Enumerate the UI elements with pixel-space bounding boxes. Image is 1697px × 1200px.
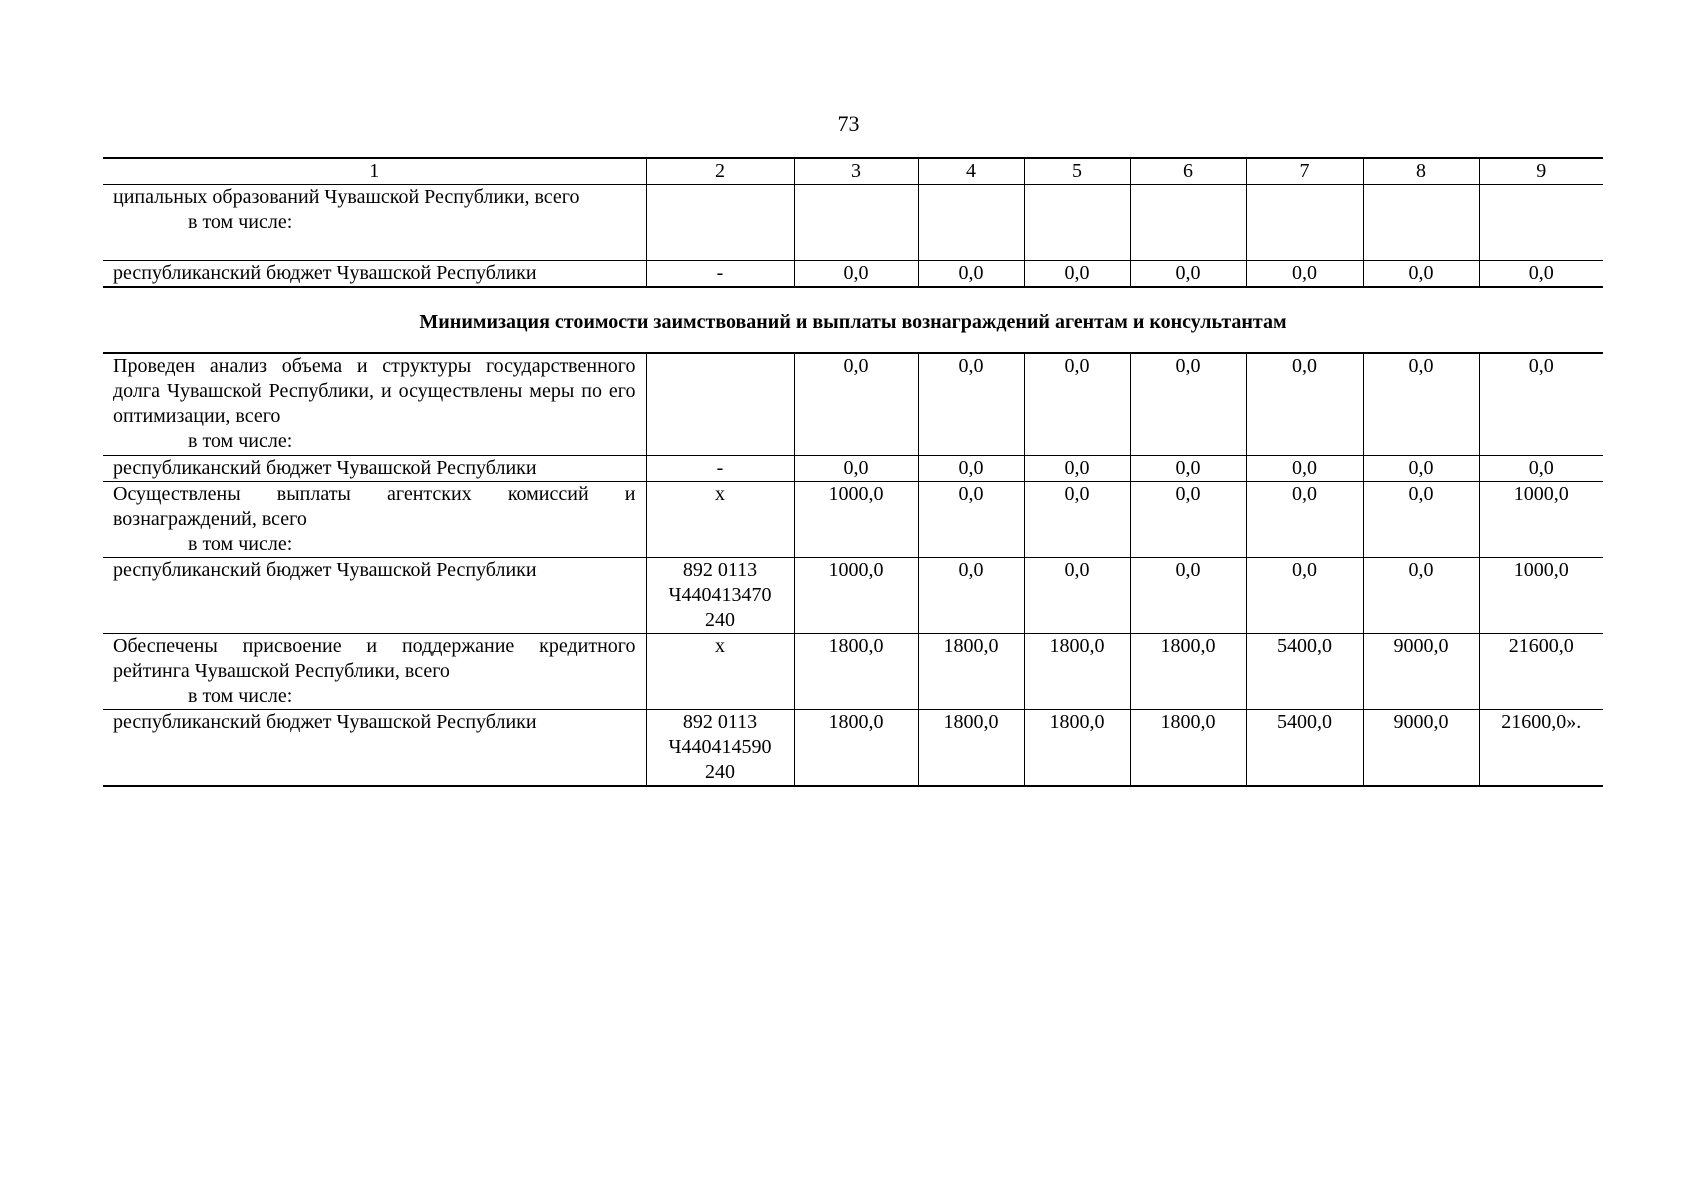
row-description-text: Обеспечены присвоение и поддержание кредитного рейтинга Чувашской Республики, всего (113, 634, 636, 682)
value-cell: 0,0 (1024, 481, 1130, 557)
table-row (103, 185, 1603, 261)
value-cell: 0,0 (1246, 261, 1363, 288)
budget-code-cell (646, 185, 794, 261)
budget-code-cell (646, 353, 794, 455)
value-cell: 0,0 (794, 261, 918, 288)
budget-code-cell (646, 557, 794, 633)
value-cell: 5400,0 (1246, 633, 1363, 709)
value-cell: 0,0 (1363, 455, 1479, 481)
table-row (103, 455, 1603, 481)
value-cell: 0,0 (1024, 455, 1130, 481)
budget-code-line: 892 0113 (682, 710, 758, 733)
value-cell: 0,0 (918, 353, 1024, 455)
row-description (103, 633, 646, 709)
value-cell: 0,0 (794, 353, 918, 455)
value-cell (1024, 185, 1130, 261)
col-header: 6 (1130, 158, 1246, 185)
value-cell: 0,0 (1024, 353, 1130, 455)
value-cell: 9000,0 (1363, 709, 1479, 786)
col-header: 3 (794, 158, 918, 185)
value-cell: 0,0 (1479, 353, 1603, 455)
table-row (103, 633, 1603, 709)
value-cell: 1800,0 (1024, 709, 1130, 786)
budget-code-cell: x (646, 481, 794, 557)
value-cell: 0,0 (1130, 557, 1246, 633)
row-description: республиканский бюджет Чувашской Республики (103, 709, 646, 786)
value-cell: 0,0 (918, 261, 1024, 288)
value-cell (918, 185, 1024, 261)
value-cell (1246, 185, 1363, 261)
row-description: республиканский бюджет Чувашской Республики (103, 455, 646, 481)
row-description-text: Проведен анализ объема и структуры государственного долга Чувашской Республики, и осуществлены меры по его оптимизации, всего (113, 355, 636, 427)
table-row (103, 557, 1603, 633)
value-cell: 9000,0 (1363, 633, 1479, 709)
row-description: республиканский бюджет Чувашской Республики (103, 261, 646, 288)
section-title: Минимизация стоимости заимствований и выплаты вознаграждений агентам и консультантам (419, 311, 1287, 333)
table-top (103, 157, 1603, 288)
value-cell: 21600,0». (1479, 709, 1603, 786)
value-cell: 0,0 (1246, 455, 1363, 481)
value-cell: 0,0 (1246, 557, 1363, 633)
row-subtitle: в том числе: (188, 532, 293, 555)
row-subtitle: в том числе: (188, 430, 293, 452)
row-description-text: ципальных образований Чувашской Республики, всего (113, 186, 580, 208)
row-description (103, 481, 646, 557)
value-cell: 1000,0 (794, 481, 918, 557)
value-cell: 0,0 (1363, 353, 1479, 455)
value-cell: 0,0 (1363, 557, 1479, 633)
value-cell: 0,0 (1246, 481, 1363, 557)
value-cell: 1800,0 (794, 709, 918, 786)
budget-code-cell: - (646, 261, 794, 288)
budget-code-line: 240 (705, 608, 735, 631)
budget-code-cell: x (646, 633, 794, 709)
table-row (103, 353, 1603, 455)
value-cell: 0,0 (918, 557, 1024, 633)
page-number: 73 (837, 111, 860, 136)
value-cell: 1800,0 (1130, 709, 1246, 786)
value-cell: 1000,0 (1479, 557, 1603, 633)
value-cell: 1800,0 (1130, 633, 1246, 709)
col-header: 2 (646, 158, 794, 185)
col-header: 5 (1024, 158, 1130, 185)
value-cell: 0,0 (1130, 481, 1246, 557)
value-cell: 0,0 (1479, 261, 1603, 288)
budget-code-line: 240 (705, 760, 735, 783)
row-description (103, 185, 646, 261)
value-cell: 0,0 (1130, 353, 1246, 455)
value-cell: 1800,0 (1024, 633, 1130, 709)
col-header: 9 (1479, 158, 1603, 185)
row-description-text: Осуществлены выплаты агентских комиссий и вознаграждений, всего (113, 482, 636, 530)
budget-code-line: 892 0113 (682, 558, 758, 581)
value-cell: 0,0 (1024, 261, 1130, 288)
value-cell: 1800,0 (794, 633, 918, 709)
value-cell: 0,0 (1363, 261, 1479, 288)
col-header: 7 (1246, 158, 1363, 185)
row-subtitle: в том числе: (188, 684, 293, 707)
value-cell: 0,0 (794, 455, 918, 481)
col-header: 8 (1363, 158, 1479, 185)
value-cell: 1800,0 (918, 633, 1024, 709)
value-cell: 0,0 (918, 455, 1024, 481)
table-header-row (103, 158, 1603, 185)
budget-code-line: Ч440414590 (668, 735, 772, 758)
value-cell (1479, 185, 1603, 261)
value-cell (1363, 185, 1479, 261)
row-description: республиканский бюджет Чувашской Республики (103, 557, 646, 633)
budget-code-line: Ч440413470 (668, 583, 772, 606)
value-cell: 1000,0 (794, 557, 918, 633)
value-cell: 1000,0 (1479, 481, 1603, 557)
table-main (103, 352, 1603, 787)
value-cell: 0,0 (1246, 353, 1363, 455)
value-cell: 0,0 (1130, 261, 1246, 288)
value-cell: 21600,0 (1479, 633, 1603, 709)
value-cell (1130, 185, 1246, 261)
value-cell: 0,0 (1363, 481, 1479, 557)
col-header: 4 (918, 158, 1024, 185)
table-row (103, 481, 1603, 557)
row-description (103, 353, 646, 455)
value-cell: 5400,0 (1246, 709, 1363, 786)
table-row (103, 709, 1603, 786)
value-cell: 1800,0 (918, 709, 1024, 786)
row-subtitle: в том числе: (188, 211, 293, 233)
budget-code-cell (646, 709, 794, 786)
value-cell: 0,0 (918, 481, 1024, 557)
value-cell: 0,0 (1024, 557, 1130, 633)
col-header: 1 (103, 158, 646, 185)
value-cell (794, 185, 918, 261)
budget-code-cell: - (646, 455, 794, 481)
value-cell: 0,0 (1479, 455, 1603, 481)
value-cell: 0,0 (1130, 455, 1246, 481)
table-row (103, 261, 1603, 288)
